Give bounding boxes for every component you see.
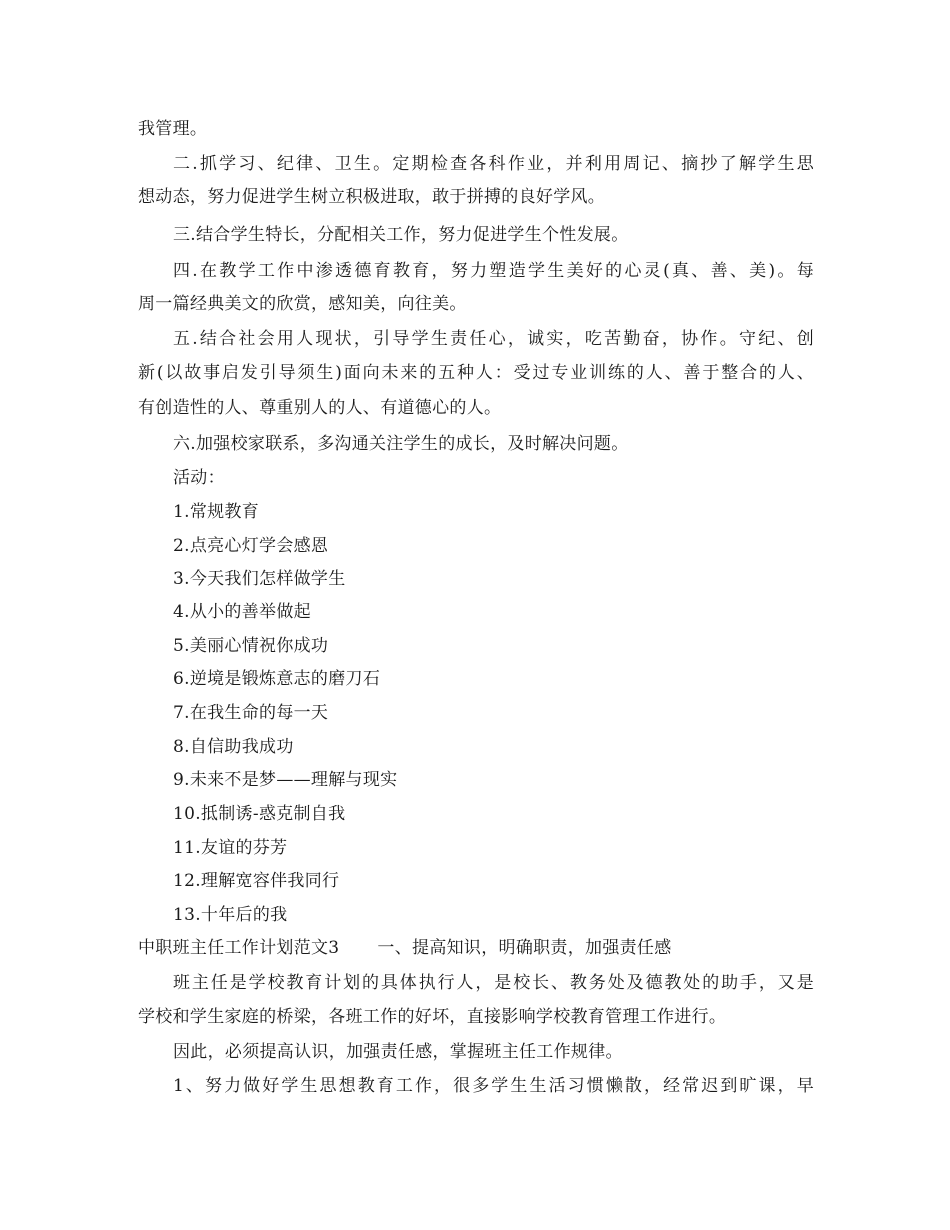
activity-item: 4.从小的善举做起 xyxy=(173,602,311,622)
paragraph-line: 五.结合社会用人现状，引导学生责任心，诚实，吃苦勤奋，协作。守纪、创 xyxy=(173,329,814,349)
activity-item: 9.未来不是梦——理解与现实 xyxy=(173,770,398,790)
paragraph-line: 周一篇经典美文的欣赏，感知美，向往美。 xyxy=(138,294,467,314)
paragraph-line: 新(以故事启发引导须生)面向未来的五种人：受过专业训练的人、善于整合的人、 xyxy=(138,363,814,383)
paragraph-line: 我管理。 xyxy=(138,119,208,139)
paragraph-line: 有创造性的人、尊重别人的人、有道德心的人。 xyxy=(138,398,502,418)
section-label: 活动： xyxy=(173,468,225,488)
section-heading xyxy=(138,937,814,959)
paragraph-line: 想动态，努力促进学生树立积极进取，敢于拼搏的良好学风。 xyxy=(138,187,606,207)
activity-item: 7.在我生命的每一天 xyxy=(173,703,329,723)
paragraph-line: 三.结合学生特长，分配相关工作，努力促进学生个性发展。 xyxy=(173,225,629,245)
heading-subtitle: 一、提高知识，明确职责，加强责任感 xyxy=(377,938,672,958)
paragraph-line: 四.在教学工作中渗透德育教育，努力塑造学生美好的心灵(真、善、美)。每 xyxy=(173,261,814,281)
activity-item: 11.友谊的芬芳 xyxy=(173,838,288,858)
paragraph-line: 二.抓学习、纪律、卫生。定期检查各科作业，并利用周记、摘抄了解学生思 xyxy=(173,154,814,174)
activity-item: 2.点亮心灯学会感恩 xyxy=(173,536,329,556)
activity-item: 12.理解宽容伴我同行 xyxy=(173,871,340,891)
paragraph-line: 六.加强校家联系，多沟通关注学生的成长，及时解决问题。 xyxy=(173,434,629,454)
paragraph-line: 因此，必须提高认识，加强责任感，掌握班主任工作规律。 xyxy=(173,1042,623,1062)
activity-item: 6.逆境是锻炼意志的磨刀石 xyxy=(173,669,381,689)
activity-item: 8.自信助我成功 xyxy=(173,737,294,757)
activity-item: 13.十年后的我 xyxy=(173,905,288,925)
activity-item: 10.抵制诱-惑克制自我 xyxy=(173,804,346,824)
paragraph-line: 学校和学生家庭的桥梁，各班工作的好坏，直接影响学校教育管理工作进行。 xyxy=(138,1007,727,1027)
paragraph-line: 1、努力做好学生思想教育工作，很多学生生活习惯懒散，经常迟到旷课，早 xyxy=(173,1076,814,1096)
activity-item: 5.美丽心情祝你成功 xyxy=(173,636,329,656)
heading-title: 中职班主任工作计划范文3 xyxy=(138,938,340,958)
activity-item: 3.今天我们怎样做学生 xyxy=(173,569,346,589)
paragraph-line: 班主任是学校教育计划的具体执行人，是校长、教务处及德教处的助手，又是 xyxy=(173,973,814,993)
activity-item: 1.常规教育 xyxy=(173,502,260,522)
